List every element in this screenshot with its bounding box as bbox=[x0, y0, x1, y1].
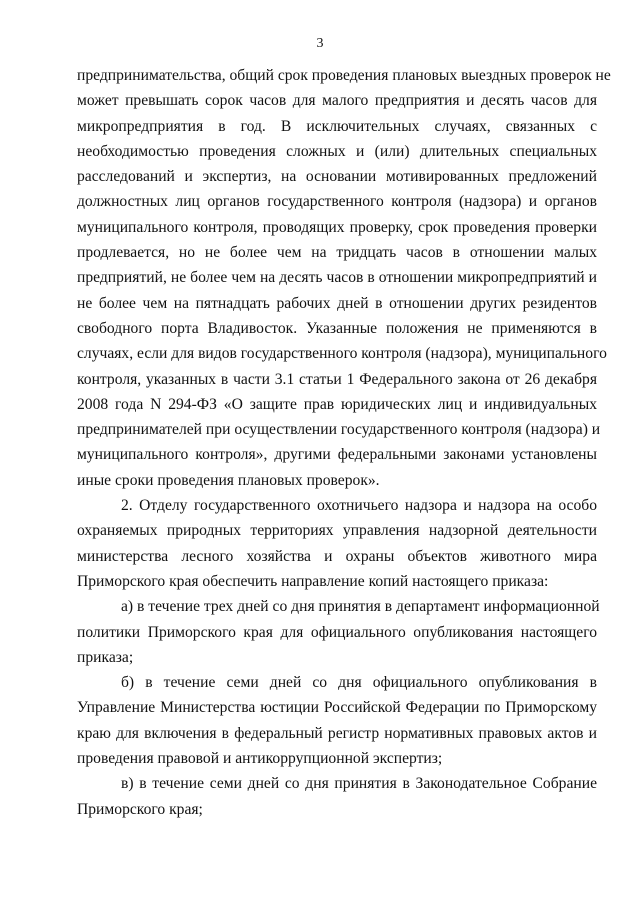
text-line: иные сроки проведения плановых проверок». bbox=[77, 471, 380, 489]
paragraph bbox=[77, 771, 597, 822]
text-line: министерства лесного хозяйства и охраны объектов животного мира bbox=[77, 547, 597, 565]
text-line: микропредприятия в год. В исключительных случаях, связанных с bbox=[77, 117, 597, 135]
text-line: муниципального контроля, проводящих проверку, срок проведения проверки bbox=[77, 218, 597, 236]
text-line: контроля, указанных в части 3.1 статьи 1 Федерального закона от 26 декабря bbox=[77, 370, 597, 388]
text-line: проведения правовой и антикоррупционной экспертиз; bbox=[77, 750, 443, 768]
text-line: краю для включения в федеральный регистр нормативных правовых актов и bbox=[77, 724, 597, 742]
text-line: в) в течение семи дней со дня принятия в Законодательное Собрание bbox=[121, 775, 597, 793]
document-body bbox=[77, 63, 611, 822]
text-line: б) в течение семи дней со дня официального опубликования в bbox=[121, 674, 597, 692]
text-line: предпринимательства, общий срок проведения плановых выездных проверок не bbox=[77, 67, 611, 84]
text-line: продлевается, но не более чем на тридцать часов в отношении малых bbox=[77, 244, 597, 262]
text-line: Приморского края; bbox=[77, 800, 203, 818]
text-line: предприятий, не более чем на десять часов в отношении микропредприятий и bbox=[77, 269, 597, 287]
paragraph bbox=[77, 63, 611, 493]
text-line: случаях, если для видов государственного контроля (надзора), муниципального bbox=[77, 345, 607, 363]
text-line: а) в течение трех дней со дня принятия в департамент информационной bbox=[121, 598, 600, 616]
paragraph bbox=[77, 594, 600, 670]
text-line: 2008 года N 294-ФЗ «О защите прав юридических лиц и индивидуальных bbox=[77, 395, 597, 413]
text-line: приказа; bbox=[77, 648, 134, 666]
text-line: Управление Министерства юстиции Российской Федерации по Приморскому bbox=[77, 699, 597, 717]
text-line: предпринимателей при осуществлении государственного контроля (надзора) и bbox=[77, 421, 601, 439]
text-line: муниципального контроля», другими федеральными законами установлены bbox=[77, 446, 597, 464]
paragraph bbox=[77, 670, 597, 771]
text-line: не более чем на пятнадцать рабочих дней в отношении других резидентов bbox=[77, 294, 597, 312]
text-line: должностных лиц органов государственного контроля (надзора) и органов bbox=[77, 193, 597, 211]
text-line: может превышать сорок часов для малого предприятия и десять часов для bbox=[77, 92, 597, 110]
text-line: расследований и экспертиз, на основании мотивированных предложений bbox=[77, 168, 597, 186]
text-line: Приморского края обеспечить направление копий настоящего приказа: bbox=[77, 572, 549, 590]
text-line: политики Приморского края для официального опубликования настоящего bbox=[77, 623, 597, 641]
text-line: 2. Отделу государственного охотничьего надзора и надзора на особо bbox=[121, 497, 597, 515]
text-line: свободного порта Владивосток. Указанные положения не применяются в bbox=[77, 319, 597, 337]
text-line: охраняемых природных территориях управления надзорной деятельности bbox=[77, 522, 597, 540]
text-line: необходимостью проведения сложных и (или) длительных специальных bbox=[77, 142, 597, 160]
paragraph bbox=[77, 493, 597, 594]
page-number: 3 bbox=[316, 36, 324, 51]
